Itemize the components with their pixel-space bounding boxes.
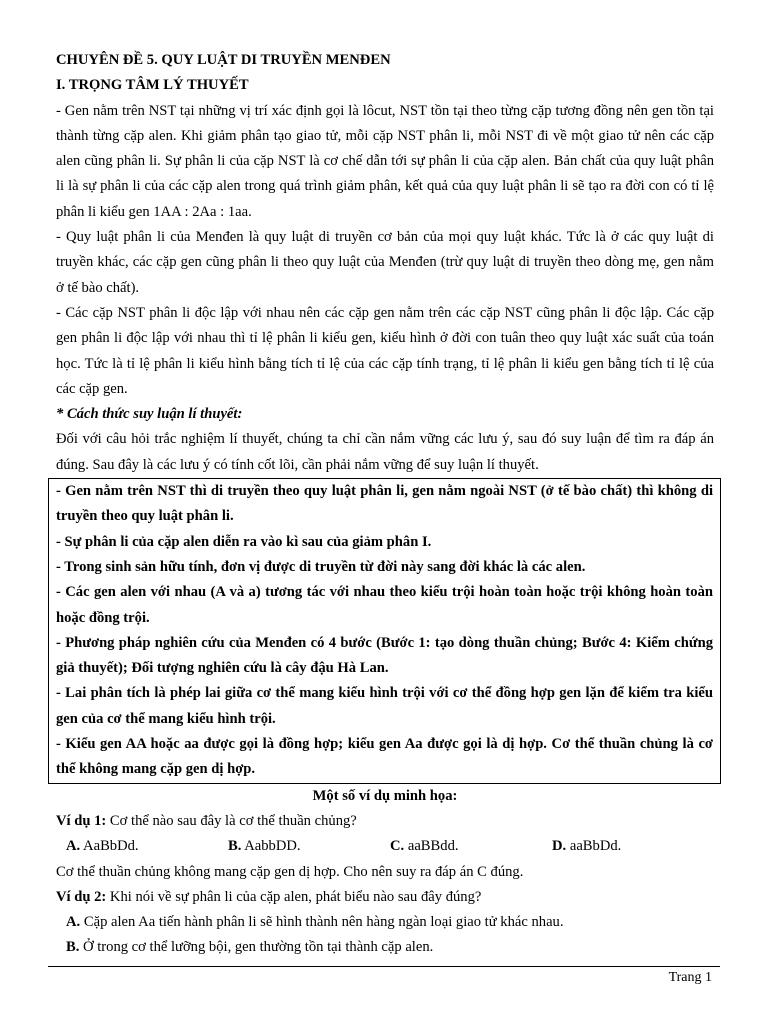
examples-heading: Một số ví dụ minh họa: — [312, 787, 458, 804]
example-2-option-b: B. Ở trong cơ thể lưỡng bội, gen thường tồn tại thành cặp alen. — [66, 939, 434, 956]
example-1-option-a: A. AaBbDd. — [66, 838, 139, 855]
example-2-option-a: A. Cặp alen Aa tiến hành phân li sẽ hình thành nên hàng ngàn loại giao tử khác nhau. — [66, 914, 564, 931]
theory-paragraph-1: - Gen nằm trên NST tại những vị trí xác định gọi là lôcut, NST tồn tại theo từng cặp tương đồng nên gen tồn tại thành từng cặp alen. Khi giảm phân tạo giao tử, mỗi cặp NST phân li, mỗi NST đi về một giao tử nên các cặp alen cũng phân li. Sự phân li của cặp NST là cơ chế dẫn tới sự phân li của cặp alen. Bản chất của quy luật phân li là sự phân li của các cặp alen trong quá trình giảm phân, kết quả của quy luật phân li sẽ tạo ra đời con có tỉ lệ phân li kiểu gen 1AA : 2Aa : 1aa. — [56, 102, 714, 220]
key-note-2: - Sự phân li của cặp alen diễn ra vào kì sau của giảm phân I. — [56, 533, 432, 550]
theory-paragraph-2: - Quy luật phân li của Menđen là quy luật di truyền cơ bản của mọi quy luật khác. Tức là ở các quy luật di truyền khác, các cặp gen cũng phân li theo quy luật của Menđen (trừ quy luật di truyền theo dòng mẹ, gen nằm ở tế bào chất). — [56, 229, 714, 296]
page-number: Trang 1 — [668, 970, 712, 985]
example-2-label: Ví dụ 2: — [56, 888, 107, 905]
method-heading: * Cách thức suy luận lí thuyết: — [56, 406, 243, 423]
key-note-5: - Phương pháp nghiên cứu của Menđen có 4 bước (Bước 1: tạo dòng thuần chủng; Bước 4: Kiểm chứng giả thuyết); Đối tượng nghiên cứu là cây đậu Hà Lan. — [56, 634, 713, 677]
document-page — [56, 48, 714, 961]
key-note-6: - Lai phân tích là phép lai giữa cơ thể mang kiểu hình trội với cơ thể đồng hợp gen lặn để kiểm tra kiểu gen của cơ thể mang kiểu hình trội. — [56, 685, 713, 727]
example-1-option-d: D. aaBbDd. — [552, 838, 622, 855]
example-1-question — [56, 809, 714, 834]
example-1-answer: Cơ thể thuần chủng không mang cặp gen dị hợp. Cho nên suy ra đáp án C đúng. — [56, 863, 524, 880]
key-note-7: - Kiểu gen AA hoặc aa được gọi là đồng hợp; kiểu gen Aa được gọi là dị hợp. Cơ thể thuần chủng là cơ thể không mang cặp gen dị hợp. — [56, 736, 713, 778]
example-1-label: Ví dụ 1: — [56, 812, 107, 829]
document-title: CHUYÊN ĐỀ 5. QUY LUẬT DI TRUYỀN MENĐEN — [56, 52, 391, 68]
example-2-text: Khi nói về sự phân li của cặp alen, phát biểu nào sau đây đúng? — [106, 888, 482, 905]
section-heading: I. TRỌNG TÂM LÝ THUYẾT — [56, 77, 249, 94]
key-note-4: - Các gen alen với nhau (A và a) tương tác với nhau theo kiểu trội hoàn toàn hoặc trội không hoàn toàn hoặc đồng trội. — [56, 584, 713, 626]
example-1-options — [56, 834, 714, 859]
footer-divider — [48, 966, 720, 967]
key-note-3: - Trong sinh sản hữu tính, đơn vị được di truyền từ đời này sang đời khác là các alen. — [56, 558, 586, 575]
method-text: Đối với câu hỏi trắc nghiệm lí thuyết, chúng ta chỉ cần nắm vững các lưu ý, sau đó suy luận để tìm ra đáp án đúng. Sau đây là các lưu ý có tính cốt lõi, cần phải nắm vững để suy luận lí thuyết. — [56, 431, 714, 473]
example-1-text: Cơ thể nào sau đây là cơ thể thuần chủng? — [106, 812, 357, 829]
example-1-option-b: B. AabbDD. — [228, 838, 301, 855]
example-1-option-c: C. aaBBdd. — [390, 838, 459, 855]
theory-paragraph-3: - Các cặp NST phân li độc lập với nhau nên các cặp gen nằm trên các cặp NST cũng phân li độc lập. Các cặp gen phân li độc lập với nhau thì tỉ lệ phân li kiểu gen, kiểu hình ở đời con tuân theo quy luật xác suất của toán học. Tức là tỉ lệ phân li kiểu hình bằng tích tỉ lệ của các cặp tính trạng, tỉ lệ phân li kiểu gen bằng tích tỉ lệ của các cặp gen. — [56, 304, 714, 397]
key-notes-box — [48, 478, 721, 784]
key-note-1: - Gen nằm trên NST thì di truyền theo quy luật phân li, gen nằm ngoài NST (ở tế bào chất) thì không di truyền theo quy luật phân li. — [56, 483, 713, 525]
example-2-question — [56, 885, 714, 910]
